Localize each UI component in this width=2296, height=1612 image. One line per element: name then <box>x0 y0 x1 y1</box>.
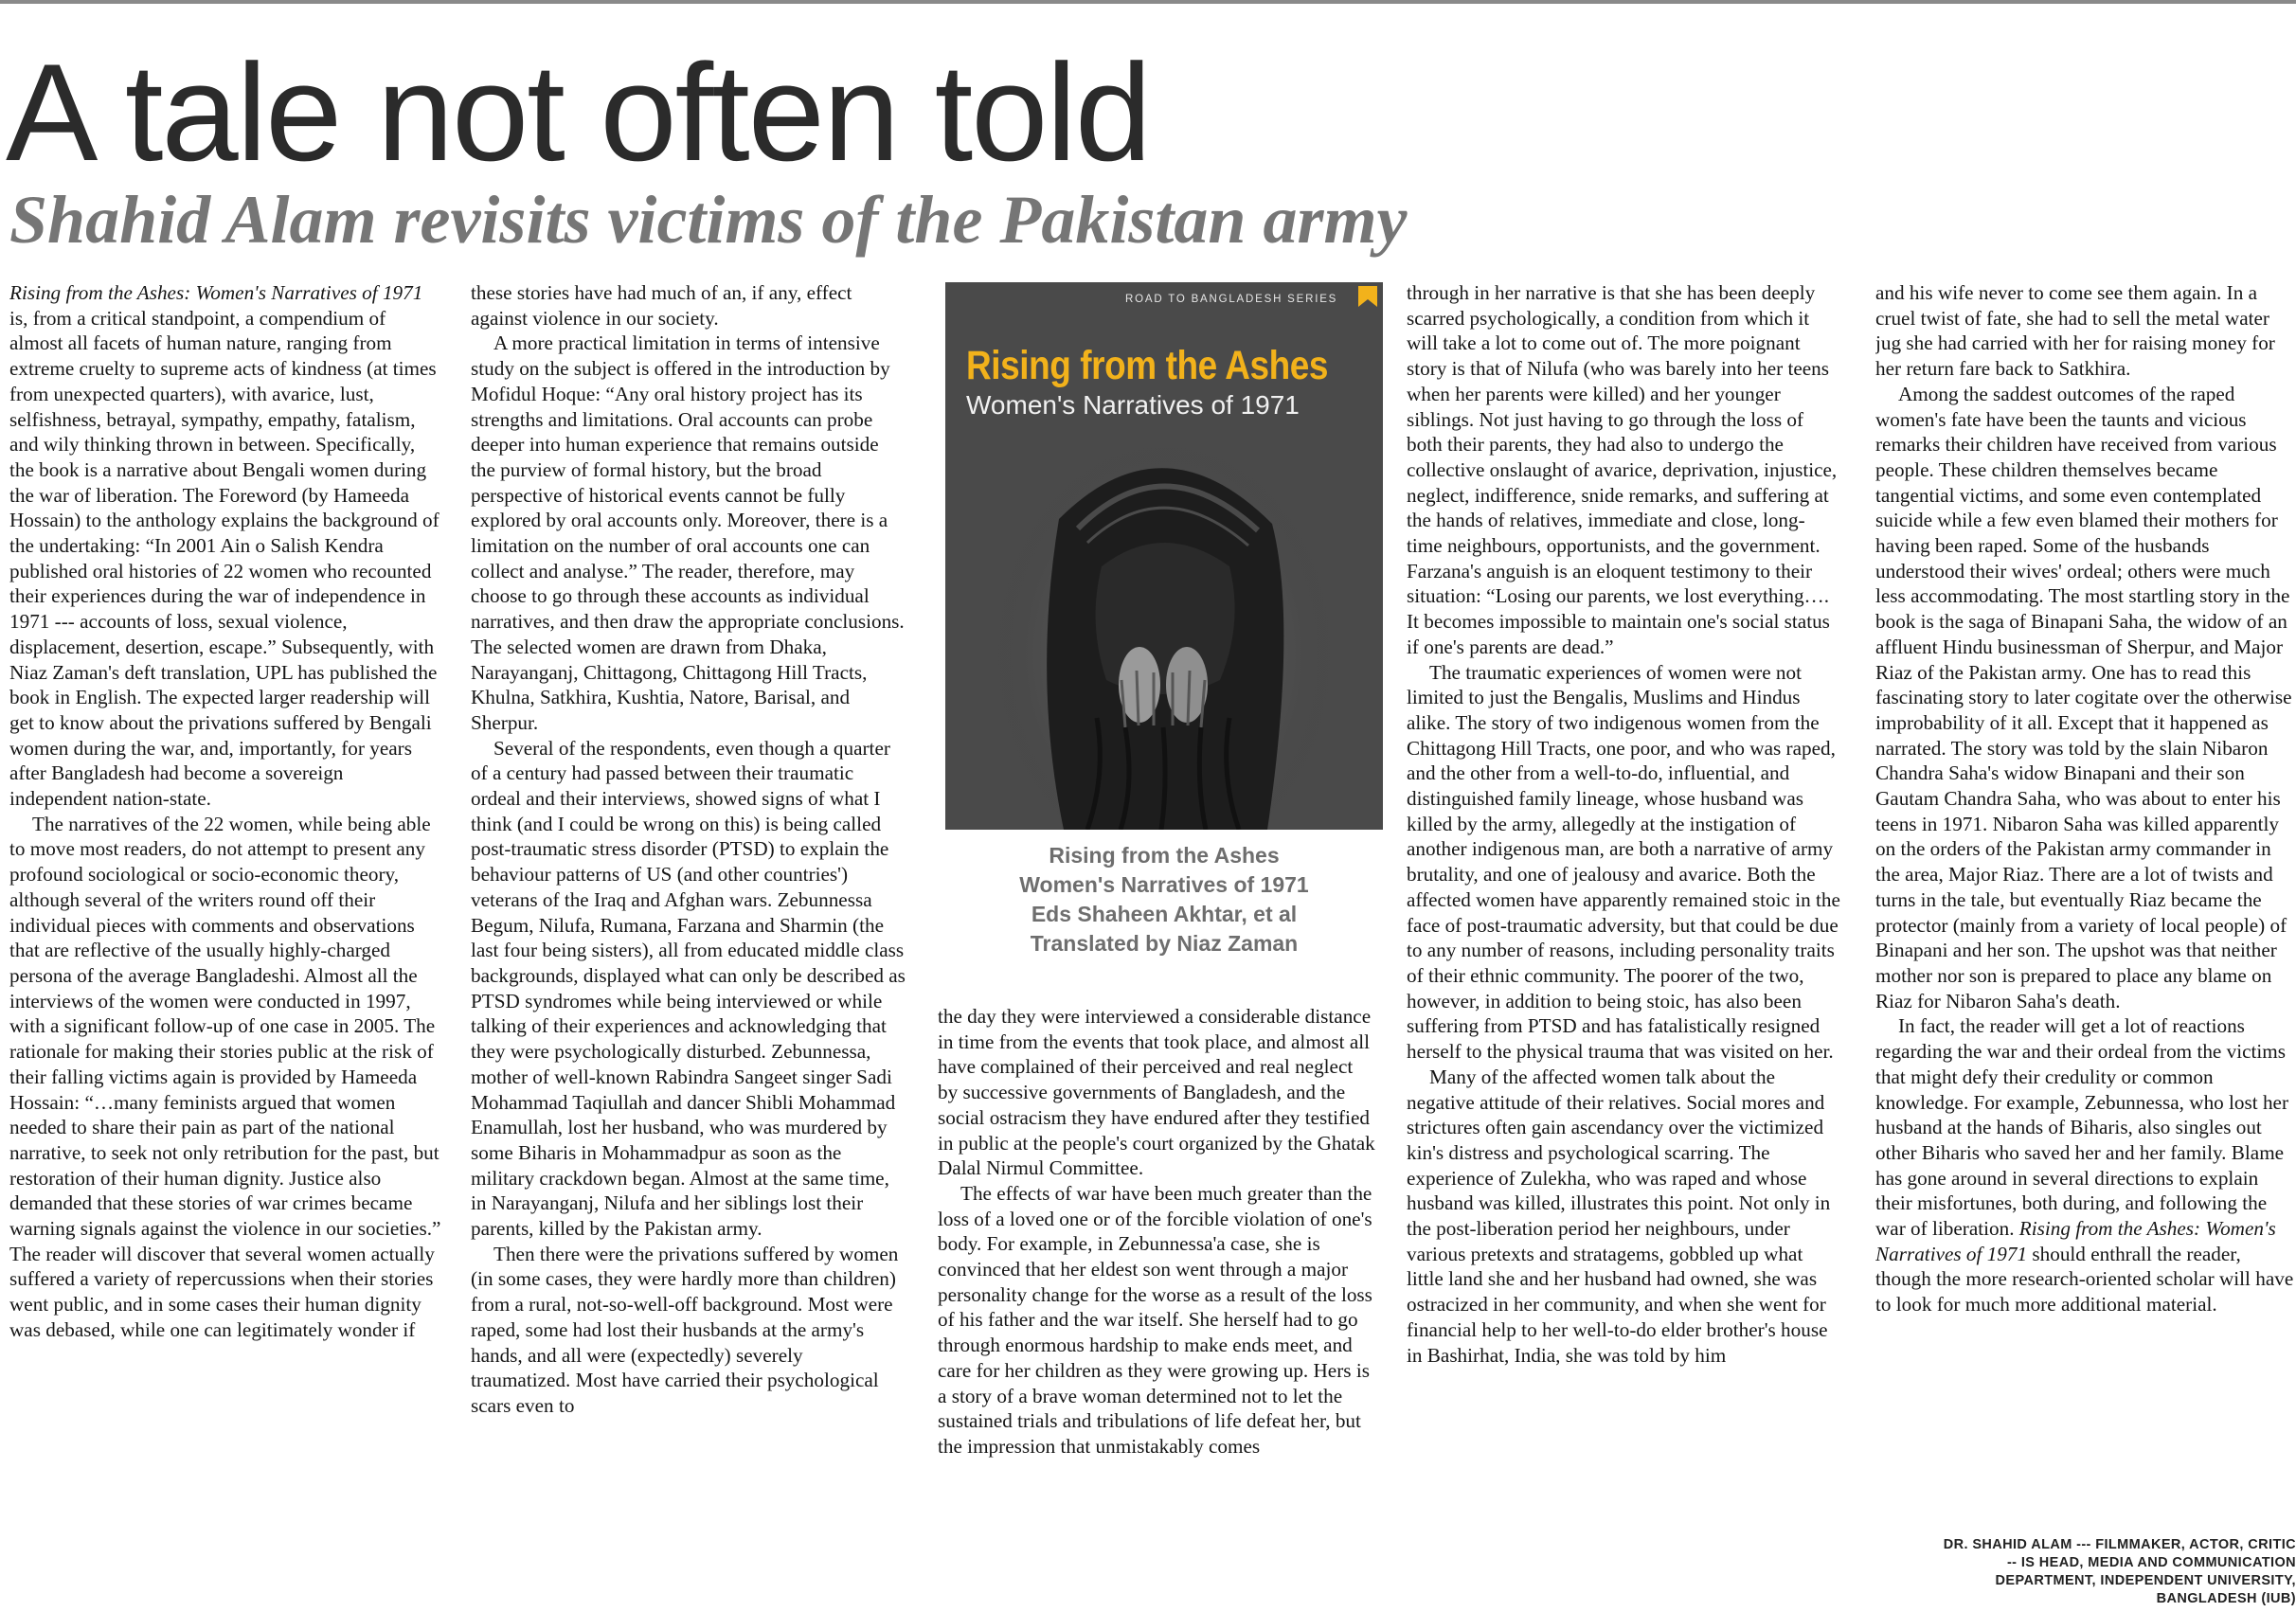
article-column-1 <box>9 280 441 1580</box>
paragraph: Several of the respondents, even though a quarter of a century had passed between their traumatic ordeal and their interviews, showed signs of what I think (and I could be wrong on this) is being called post-traumatic stress disorder (PTSD) to explain the behaviour patterns of US (and other countries') veterans of the Iraq and Afghan wars. Zebunnessa Begum, Nilufa, Rumana, Farzana and Sharmin (the last four being sisters), all from educated middle class backgrounds, displayed what can only be described as PTSD syndromes while being interviewed or while talking of their experiences and acknowledging that they were psychologically disturbed. Zebunnessa, mother of well-known Rabindra Sangeet singer Sadi Mohammad Taqiullah and dancer Shibli Mohammad Enamullah, lost her husband, who was murdered by some Biharis in Mohammadpur as soon as the military crackdown began. Almost at the same time, in Narayanganj, Nilufa and her siblings lost their parents, killed by the Pakistan army. <box>471 736 906 1241</box>
article-column-3 <box>938 1004 1375 1580</box>
caption-line: Eds Shaheen Akhtar, et al <box>1031 902 1298 926</box>
caption-line: Rising from the Ashes <box>1049 843 1280 868</box>
paragraph: Among the saddest outcomes of the raped women's fate have been the taunts and vicious remarks their children have received from various people. These children themselves became tangential victims, and some even contemplated suicide while a few even blamed their mothers for having been raped. Some of the husbands understood their wives' ordeal; others were much less accommodating. The most startling story in the book is the saga of Binapani Saha, the widow of an affluent Hindu businessman of Sherpur, and Major Riaz of the Pakistan army. One has to read this fascinating story to later cogitate over the otherwise improbability of it all. Except that it happened as narrated. The story was told by the slain Nibaron Chandra Saha's widow Binapani and their son Gautam Chandra Saha, who was about to enter his teens in 1971. Nibaron Saha was killed apparently on the orders of the Pakistan army commander in the area, Major Riaz. There are a lot of twists and turns in the tale, but eventually Riaz became the protector (mainly from a variety of local people) of Binapani and her son. The upshot was that neither mother nor son is prepared to place any blame on Riaz for Nibaron Saha's death. <box>1875 382 2292 1012</box>
caption-line: Translated by Niaz Zaman <box>1030 931 1299 956</box>
caption-line: Women's Narratives of 1971 <box>1019 872 1309 897</box>
book-title-italic: Rising from the Ashes: Women's Narratives of 1971 <box>9 281 423 304</box>
book-series-label: ROAD TO BANGLADESH SERIES <box>1125 294 1338 305</box>
paragraph <box>1875 1013 2296 1316</box>
article-column-4 <box>1407 280 1840 1580</box>
book-cover-title: Rising from the Ashes <box>966 343 1329 388</box>
paragraph-text: In fact, the reader will get a lot of reactions regarding the war and their ordeal from the victims that might defy their credulity or common knowledge. For example, Zebunnessa, who lost her husband at the hands of Biharis, also singles out other Biharis who saved her and her family. Blame has gone around in several directions to explain their misfortunes, both during, and following the war of liberation. <box>1875 1014 2289 1241</box>
paragraph: and his wife never to come see them again. In a cruel twist of fate, she had to sell the metal water jug she had carried with her for raising money for her return fare back to Satkhira. <box>1875 281 2275 381</box>
paragraph-text: should enthrall the reader, though the more research-oriented scholar will have to look for much more additional material. <box>1875 1242 2294 1316</box>
paragraph: these stories have had much of an, if any, effect against violence in our society. <box>471 281 852 330</box>
paragraph: The traumatic experiences of women were not limited to just the Bengalis, Muslims and Hindus alike. The story of two indigenous women from the Chittagong Hill Tracts, one poor, and who was raped, and the other from a well-to-do, influential, and distinguished family lineage, whose husband was killed by the army, allegedly at the instigation of another indigenous man, are both a narrative of army brutality, and one of jealousy and avarice. Both the affected women have apparently remained stoic in the face of post-traumatic adversity, but that could be due to any number of reasons, including personality traits of their ethnic community. The poorer of the two, however, in addition to being stoic, has also been suffering from PTSD and has fatalistically resigned herself to the physical trauma that was visited on her. <box>1407 660 1840 1064</box>
paragraph-text: is, from a critical standpoint, a compendium of almost all facets of human nature, ranging from extreme cruelty to supreme acts of kindness (at times from unexpected quarters), with avarice, lust, selfishness, betrayal, sympathy, empathy, fatalism, and wily thinking thrown in between. Specifically, the book is a narrative about Bengali women during the war of liberation. The Foreword (by Hameeda Hossain) to the anthology explains the background of the undertaking: “In 2001 Ain o Salish Kendra published oral histories of 22 women who recounted their experiences during the war of independence in 1971 --- accounts of loss, sexual violence, displacement, desertion, escape.” Subsequently, with Niaz Zaman's deft translation, UPL has published the book in English. The expected larger readership will get to know about the privations suffered by Bengali women during the war, and, importantly, for years after Bangladesh had become a sovereign independent nation-state. <box>9 306 439 811</box>
next-article-fragment <box>0 1601 2296 1612</box>
paragraph: Many of the affected women talk about the negative attitude of their relatives. Social mores and strictures often gain ascendancy over the victimized kin's distress and psychological scarring. The experience of Zulekha, who was raped and whose husband was killed, illustrates this point. Not only in the post-liberation period her neighbours, under various pretexts and stratagems, gobbled up what little land she and her husband had owned, she was ostracized in her community, and when she went for financial help to her well-to-do elder brother's house in Bashirhat, India, she was told by him <box>1407 1065 1831 1367</box>
paragraph: Then there were the privations suffered by women (in some cases, they were hardly more than children) from a rural, not-so-well-off background. Most were raped, some had lost their husbands at the army's hands, and all were (expectedly) severely traumatized. Most have carried their psychological scars even to <box>471 1242 899 1417</box>
book-title-italic: Rising from the Ashes: Women's Narratives of 1971 <box>1875 1217 2276 1265</box>
paragraph: through in her narrative is that she has been deeply scarred psychologically, a condition from which it will take a lot to come out of. The more poignant story is that of Nilufa (who was barely into her teens when her parents were killed) and her younger siblings. Not just having to go through the loss of both their parents, they had also to undergo the collective onslaught of avarice, deprivation, injustice, neglect, indifference, snide remarks, and suffering at the hands of relatives, immediate and close, long-time neighbours, opportunists, and the government. Farzana's anguish is an eloquent testimony to their situation: “Losing our parents, we lost everything…. It becomes impossible to maintain one's social status if one's parents are dead.” <box>1407 281 1838 658</box>
credit-line: -- IS HEAD, MEDIA AND COMMUNICATION <box>2006 1555 2296 1570</box>
paragraph: the day they were interviewed a considerable distance in time from the events that took place, and almost all have complained of their perceived and real neglect by successive governments of Bangladesh, and the social ostracism they have endured after they testified in public at the people's court organized by the Ghatak Dalal Nirmul Committee. <box>938 1005 1375 1180</box>
credit-line: DEPARTMENT, INDEPENDENT UNIVERSITY, <box>1995 1573 2296 1588</box>
credit-line: BANGLADESH (IUB) <box>2156 1591 2296 1606</box>
paragraph <box>9 280 441 812</box>
article-column-2 <box>471 280 906 1580</box>
subheadline: Shahid Alam revisits victims of the Pakistan army <box>9 182 1408 258</box>
headline: A tale not often told <box>6 35 1151 189</box>
article-column-5 <box>1875 280 2296 1580</box>
image-caption <box>945 841 1383 958</box>
credit-line: DR. SHAHID ALAM --- FILMMAKER, ACTOR, CRITIC <box>1943 1537 2296 1552</box>
book-cover-image <box>945 282 1383 830</box>
top-rule <box>0 0 2296 4</box>
book-cover-subtitle: Women's Narratives of 1971 <box>966 390 1300 420</box>
paragraph: The effects of war have been much greater than the loss of a loved one or of the forcible violation of one's body. For example, in Zebunnessa'a case, she is convinced that her eldest son went through a major personality change for the worse as a result of the loss of his father and the war itself. She herself had to go through enormous hardship to make ends meet, and care for her children as they were growing up. Hers is a story of a brave woman determined not to let the sustained trials and tribulations of life defeat her, but the impression that unmistakably comes <box>938 1181 1372 1458</box>
paragraph: A more practical limitation in terms of intensive study on the subject is offered in the introduction by Mofidul Hoque: “Any oral history project has its strengths and limitations. Oral accounts can probe deeper into human experience that remains outside the purview of formal history, but the broad perspective of historical events cannot be fully explored by oral accounts only. Moreover, there is a limitation on the number of oral accounts one can collect and analyse.” The reader, therefore, may choose to go through these accounts as individual narratives, and then draw the appropriate conclusions. The selected women are drawn from Dhaka, Narayanganj, Chittagong, Chittagong Hill Tracts, Khulna, Satkhira, Kushtia, Natore, Barisal, and Sherpur. <box>471 331 905 734</box>
paragraph: The narratives of the 22 women, while being able to move most readers, do not attempt to present any profound sociological or socio-economic theory, although several of the writers round off their individual pieces with comments and observations that are reflective of the usually highly-charged persona of the average Bangladeshi. Almost all the interviews of the women were conducted in 1997, with a significant follow-up of one case in 2005. The rationale for making their stories public at the risk of their falling victims again is provided by Hameeda Hossain: “…many feminists argued that women needed to share their pain as part of the national narrative, to seek not only retribution for the past, but restoration of their human dignity. Justice also demanded that these stories of war crimes became warning signals against the violence in our societies.” The reader will discover that several women actually suffered a variety of repercussions when their stories went public, and in some cases their human dignity was debased, while one can legitimately wonder if <box>9 812 441 1341</box>
author-credit <box>1861 1536 2296 1608</box>
